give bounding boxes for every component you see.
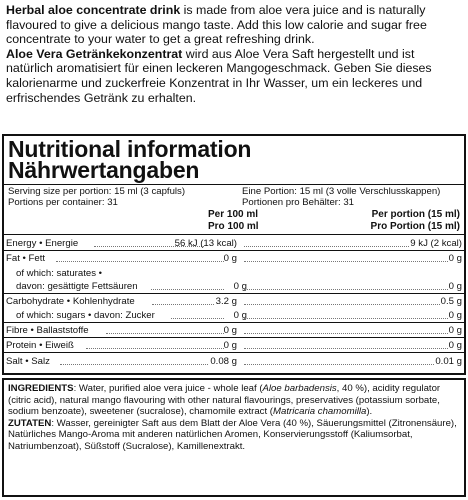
row-value-100ml: 0 g <box>223 340 237 351</box>
intro-de-text: wird aus Aloe Vera Saft hergestellt und ist natürlich aromatisiert für einen leckeren Mangogeschmack. Geben Sie dieses kalorienarme und zuckerfreie Konzentrat in Ihr Wasser, um ein leckeres und erfrischendes Getränk zu erhalten. <box>6 46 432 105</box>
intro-en-text: is made from aloe vera juice and is naturally flavoured to give a delicious mango taste. Add this low calorie and sugar free concentrate to your water to get a great refreshing drink. <box>6 3 427 47</box>
serving-size-de: Eine Portion: 15 ml (3 volle Verschlusskappen) <box>242 186 441 197</box>
row-value-portion: 0 g <box>448 281 462 292</box>
divider <box>4 184 464 185</box>
ingredients-en-latin: Matricaria chamomilla <box>273 406 367 418</box>
row-label: Fibre • Ballaststoffe <box>6 325 89 336</box>
divider <box>4 322 464 323</box>
nutrition-title-en: Nutritional information <box>8 136 252 162</box>
row-value-100ml: 0 g <box>233 310 247 321</box>
row-label: Carbohydrate • Kohlenhydrate <box>6 296 135 307</box>
col-per-100ml-en: Per 100 ml <box>208 209 259 220</box>
serving-size-en: Serving size per portion: 15 ml (3 capfuls) <box>8 186 186 197</box>
ingredients-panel <box>2 378 466 497</box>
row-label: of which: sugars • davon: Zucker <box>16 310 155 321</box>
divider <box>4 293 464 294</box>
nutrition-title-de: Nährwertangaben <box>8 157 200 183</box>
row-label: Fat • Fett <box>6 253 46 264</box>
col-per-portion-de: Pro Portion (15 ml) <box>370 221 460 232</box>
ingredients-en-part: ). <box>366 406 373 418</box>
row-value-100ml: 56 kJ (13 kcal) <box>174 238 237 249</box>
ingredients-en-part: , 40 %), acidity regulator (citric acid), natural mango flavouring with other natural flavourings, preservatives (potassium sorbate, sodium benzoate), sweetener (sucralose), chamomile extract ( <box>8 383 441 418</box>
divider <box>4 250 464 251</box>
portions-de: Portionen pro Behälter: 31 <box>242 197 355 208</box>
row-value-100ml: 0 g <box>223 253 237 264</box>
row-label: of which: saturates • <box>16 268 103 279</box>
row-label: davon: gesättigte Fettsäuren <box>16 281 138 292</box>
ingredients-de-text: : Wasser, gereinigter Saft aus dem Blatt der Aloe Vera (40 %), Säuerungsmittel (Zitronensäure), Natürliches Mango-Aroma mit anderen natürlichen Aromen, Konservierungsstoff (Kaliumsorbat, Natriumbenzoat), Süßstoff (Sucralose), Kamillenextrakt. <box>8 417 457 452</box>
row-value-portion: 0 g <box>448 325 462 336</box>
row-label: Protein • Eiweiß <box>6 340 74 351</box>
row-value-100ml: 3.2 g <box>215 296 237 307</box>
product-description <box>6 3 464 105</box>
row-value-portion: 0 g <box>448 340 462 351</box>
row-value-portion: 0 g <box>448 310 462 321</box>
ingredients-text <box>8 383 464 453</box>
ingredients-en-latin: Aloe barbadensis <box>262 383 337 394</box>
row-label: Energy • Energie <box>6 238 79 249</box>
row-value-portion: 0 g <box>448 253 462 264</box>
nutrition-panel <box>2 134 466 375</box>
col-per-portion-en: Per portion (15 ml) <box>371 209 460 220</box>
portions-en: Portions per container: 31 <box>8 197 118 208</box>
divider <box>4 234 464 235</box>
ingredients-heading-en: INGREDIENTS <box>8 383 74 394</box>
divider <box>4 352 464 353</box>
ingredients-heading-de: ZUTATEN <box>8 417 52 429</box>
row-value-100ml: 0.08 g <box>210 356 237 367</box>
row-value-portion: 0.5 g <box>440 296 462 307</box>
intro-en-bold: Herbal aloe concentrate drink <box>6 3 181 17</box>
ingredients-en-part: : Water, purified aloe vera juice - whole leaf ( <box>73 383 263 394</box>
row-value-portion: 0.01 g <box>435 356 462 367</box>
row-value-100ml: 0 g <box>223 325 237 336</box>
row-value-portion: 9 kJ (2 kcal) <box>410 238 462 249</box>
divider <box>4 337 464 338</box>
row-value-100ml: 0 g <box>233 281 247 292</box>
intro-de-bold: Aloe Vera Getränkekonzentrat <box>6 46 183 61</box>
col-per-100ml-de: Pro 100 ml <box>208 221 259 232</box>
row-label: Salt • Salz <box>6 356 50 367</box>
